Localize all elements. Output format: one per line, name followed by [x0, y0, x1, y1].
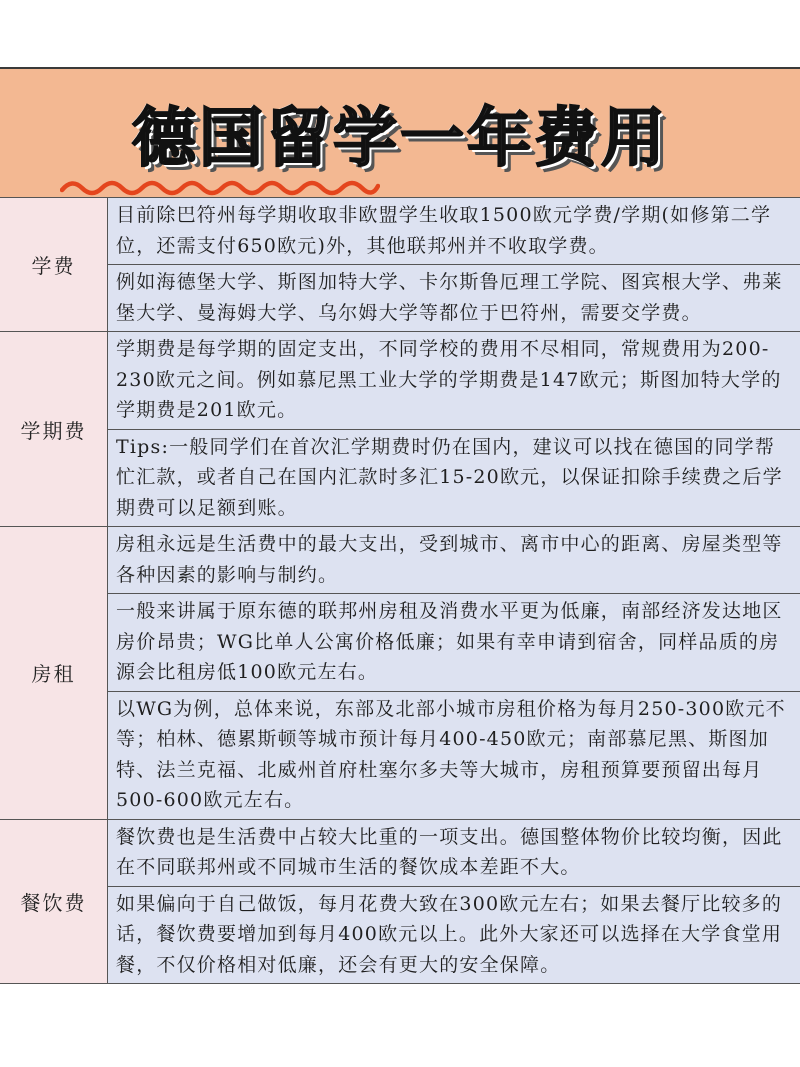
- section-rent: [0, 527, 800, 820]
- section-content: [108, 527, 800, 819]
- page-title: 德国留学一年费用: [132, 102, 668, 176]
- section-content: [108, 820, 800, 984]
- paragraph: 学期费是每学期的固定支出，不同学校的费用不尽相同，常规费用为200-230欧元之间。例如慕尼黑工业大学的学期费是147欧元；斯图加特大学的学期费是201欧元。: [108, 332, 800, 430]
- paragraph: 例如海德堡大学、斯图加特大学、卡尔斯鲁厄理工学院、图宾根大学、弗莱堡大学、曼海姆大学、乌尔姆大学等都位于巴符州，需要交学费。: [116, 271, 783, 324]
- section-tuition: [0, 198, 800, 332]
- paragraph: 房租永远是生活费中的最大支出，受到城市、离市中心的距离、房屋类型等各种因素的影响与制约。: [108, 527, 800, 594]
- section-dining: [0, 820, 800, 985]
- section-label: 学期费: [0, 332, 108, 526]
- section-label: 餐饮费: [0, 820, 108, 984]
- cost-table: [0, 197, 800, 984]
- paragraph: Tips:一般同学们在首次汇学期费时仍在国内，建议可以找在德国的同学帮忙汇款，或者自己在国内汇款时多汇15-20欧元，以保证扣除手续费之后学期费可以足额到账。: [116, 435, 783, 519]
- paragraph: 目前除巴符州每学期收取非欧盟学生收取1500欧元学费/学期(如修第二学位，还需支付650欧元)外，其他联邦州并不收取学费。: [108, 198, 800, 265]
- section-content: [108, 198, 800, 331]
- paragraph: 一般来讲属于原东德的联邦州房租及消费水平更为低廉，南部经济发达地区房价昂贵；WG比单人公寓价格低廉；如果有幸申请到宿舍，同样品质的房源会比租房低100欧元左右。: [108, 594, 800, 692]
- paragraph: 以WG为例，总体来说，东部及北部小城市房租价格为每月250-300欧元不等；柏林、德累斯顿等城市预计每月400-450欧元；南部慕尼黑、斯图加特、法兰克福、北威州首府杜塞尔多夫等大城市，房租预算要预留出每月500-600欧元左右。: [116, 697, 786, 811]
- section-label: 学费: [0, 198, 108, 331]
- header-banner: [0, 67, 800, 199]
- section-content: [108, 332, 800, 526]
- paragraph: 餐饮费也是生活费中占较大比重的一项支出。德国整体物价比较均衡，因此在不同联邦州或不同城市生活的餐饮成本差距不大。: [108, 820, 800, 887]
- section-semester-fee: [0, 332, 800, 527]
- paragraph: 如果偏向于自己做饭，每月花费大致在300欧元左右；如果去餐厅比较多的话，餐饮费要增加到每月400欧元以上。此外大家还可以选择在大学食堂用餐，不仅价格相对低廉，还会有更大的安全保障。: [116, 892, 783, 976]
- section-label: 房租: [0, 527, 108, 819]
